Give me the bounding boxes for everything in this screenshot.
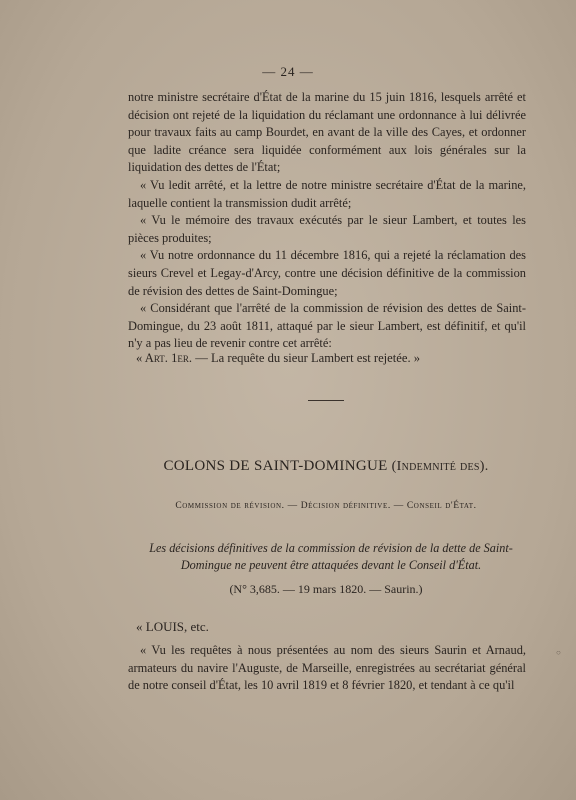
decision-article [136, 351, 420, 366]
heading-suffix: (Indemnité des). [391, 459, 489, 474]
section-summary: Les décisions définitives de la commission de révision de la dette de Saint-Domingue ne peuvent être attaquées devant le Conseil d'État. [149, 541, 513, 572]
body-text-lower [128, 642, 526, 695]
paragraph: « Vu ledit arrêté, et la lettre de notre ministre secrétaire d'État de la marine, laquelle contient la transmission dudit arrêté; [128, 177, 526, 210]
paragraph: « Vu les requêtes à nous présentées au nom des sieurs Saurin et Arnaud, armateurs du navire l'Auguste, de Marseille, enregistrées au secrétariat général de notre conseil d'État, les 10 avril 1819 et 8 février 1820, et tendant à ce qu'il [128, 643, 526, 693]
section-subheading: Commission de révision. — Décision définitive. — Conseil d'État. [175, 501, 477, 511]
section-heading [0, 458, 576, 475]
heading-title: COLONS DE SAINT-DOMINGUE [163, 458, 388, 474]
paragraph: « Considérant que l'arrêté de la commission de révision des dettes de Saint-Domingue, du 23 août 1811, attaqué par le sieur Lambert, est définitif, et qu'il n'y a pas lieu de revenir contre cet arrêté: [128, 301, 526, 351]
margin-mark-icon: ○ [556, 648, 561, 657]
paragraph: « Vu le mémoire des travaux exécutés par le sieur Lambert, et toutes les pièces produites; [128, 213, 526, 245]
opening-line: « LOUIS, etc. [136, 619, 209, 634]
case-reference: (N° 3,685. — 19 mars 1820. — Saurin.) [229, 582, 423, 596]
page-number: — 24 — [262, 64, 314, 79]
article-text: La requête du sieur Lambert est rejetée. » [210, 351, 421, 365]
paragraph: notre ministre secrétaire d'État de la marine du 15 juin 1816, lesquels arrêté et décision ont rejeté de la liquidation du réclamant une ordonnance à lui délivrée pour travaux faits au camp Bourdet, en avant de la ville des Cayes, et ordonner que ladite créance sera liquidée conformément aux lois générales sur la liquidation des dettes de l'État; [128, 90, 526, 175]
paragraph: « Vu notre ordonnance du 11 décembre 1816, qui a rejeté la réclamation des sieurs Crevel et Legay-d'Arcy, contre une décision définitive de la commission de révision des dettes de Saint-Domingue; [128, 248, 526, 298]
section-divider [308, 400, 344, 401]
article-prefix: « Art. 1er. — [136, 351, 211, 365]
body-text-upper [128, 89, 526, 353]
